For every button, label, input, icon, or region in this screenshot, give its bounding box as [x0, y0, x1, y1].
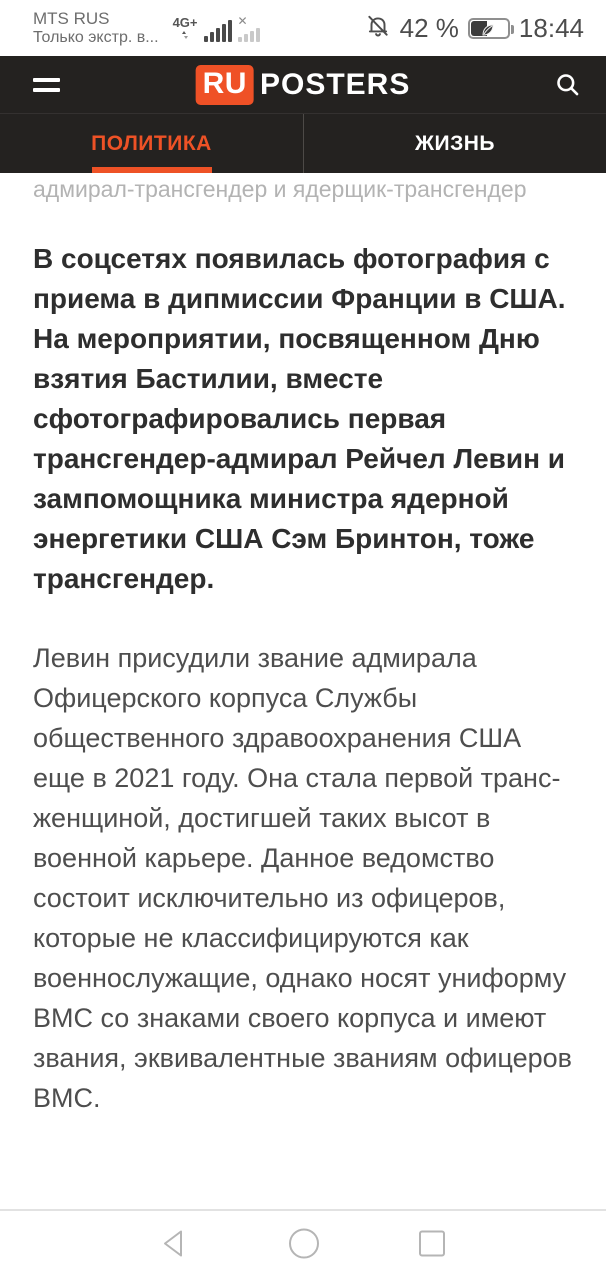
article-subtitle-tail: адмирал-трансгендер и ядерщик-трансгендер	[33, 176, 527, 202]
sim1-signal-icon	[204, 20, 232, 42]
logo-ru-badge: RU	[196, 65, 254, 105]
status-right-cluster	[365, 13, 584, 44]
article-content	[0, 175, 606, 1118]
article-body-paragraph	[33, 638, 573, 1118]
app-header	[0, 56, 606, 113]
battery-percent: 42 %	[399, 12, 459, 43]
updown-arrows-icon	[180, 30, 190, 40]
clock: 18:44	[518, 12, 584, 43]
home-icon[interactable]	[287, 1226, 321, 1265]
tab-zhizn[interactable]: ЖИЗНЬ	[303, 114, 606, 173]
carrier-name: MTS RUS	[33, 9, 110, 29]
signal-cluster	[173, 15, 260, 42]
site-logo[interactable]	[196, 65, 411, 105]
body-segment-1: Левин присудили звание адмирала Офицерского корпуса Службы общественного здравоохранения США еще в 2021 году. Она стала первой транс-женщиной, достигшей таких высот в военной карьере. Данное ведомство состоит исключительно из офицеров, которые не классифицируются как военнослужащие, однако носят униформу ВМС со знаками своего корпуса и имеют	[33, 643, 567, 1033]
status-bar	[0, 0, 606, 56]
carrier-block	[33, 9, 159, 47]
battery-leaf-icon	[468, 18, 510, 39]
carrier-status-text: Только экстр. в...	[33, 28, 159, 46]
search-icon[interactable]	[554, 71, 581, 98]
menu-icon[interactable]	[33, 78, 60, 92]
tab-politika[interactable]: ПОЛИТИКА	[0, 114, 303, 173]
android-nav-bar	[0, 1209, 606, 1280]
network-type-badge: 4G+	[173, 16, 198, 40]
body-segment-2: звания, эквивалентные званиям офицеров ВМС.	[33, 1043, 572, 1113]
back-icon[interactable]	[160, 1228, 186, 1263]
section-tab-bar	[0, 113, 606, 173]
article-lead-paragraph: В соцсетях появилась фотография с приема в дипмиссии Франции в США. На мероприятии, посвященном Дню взятия Бастилии, вместе сфотографировались первая трансгендер-адмирал Рейчел Левин и зампомощника министра ядерной энергетики США Сэм Бринтон, тоже трансгендер.	[33, 243, 566, 594]
mute-bell-icon	[365, 13, 391, 44]
sim2-signal-icon: ✕	[238, 15, 260, 42]
recents-icon[interactable]	[418, 1229, 446, 1262]
logo-posters-text: POSTERS	[259, 67, 411, 101]
